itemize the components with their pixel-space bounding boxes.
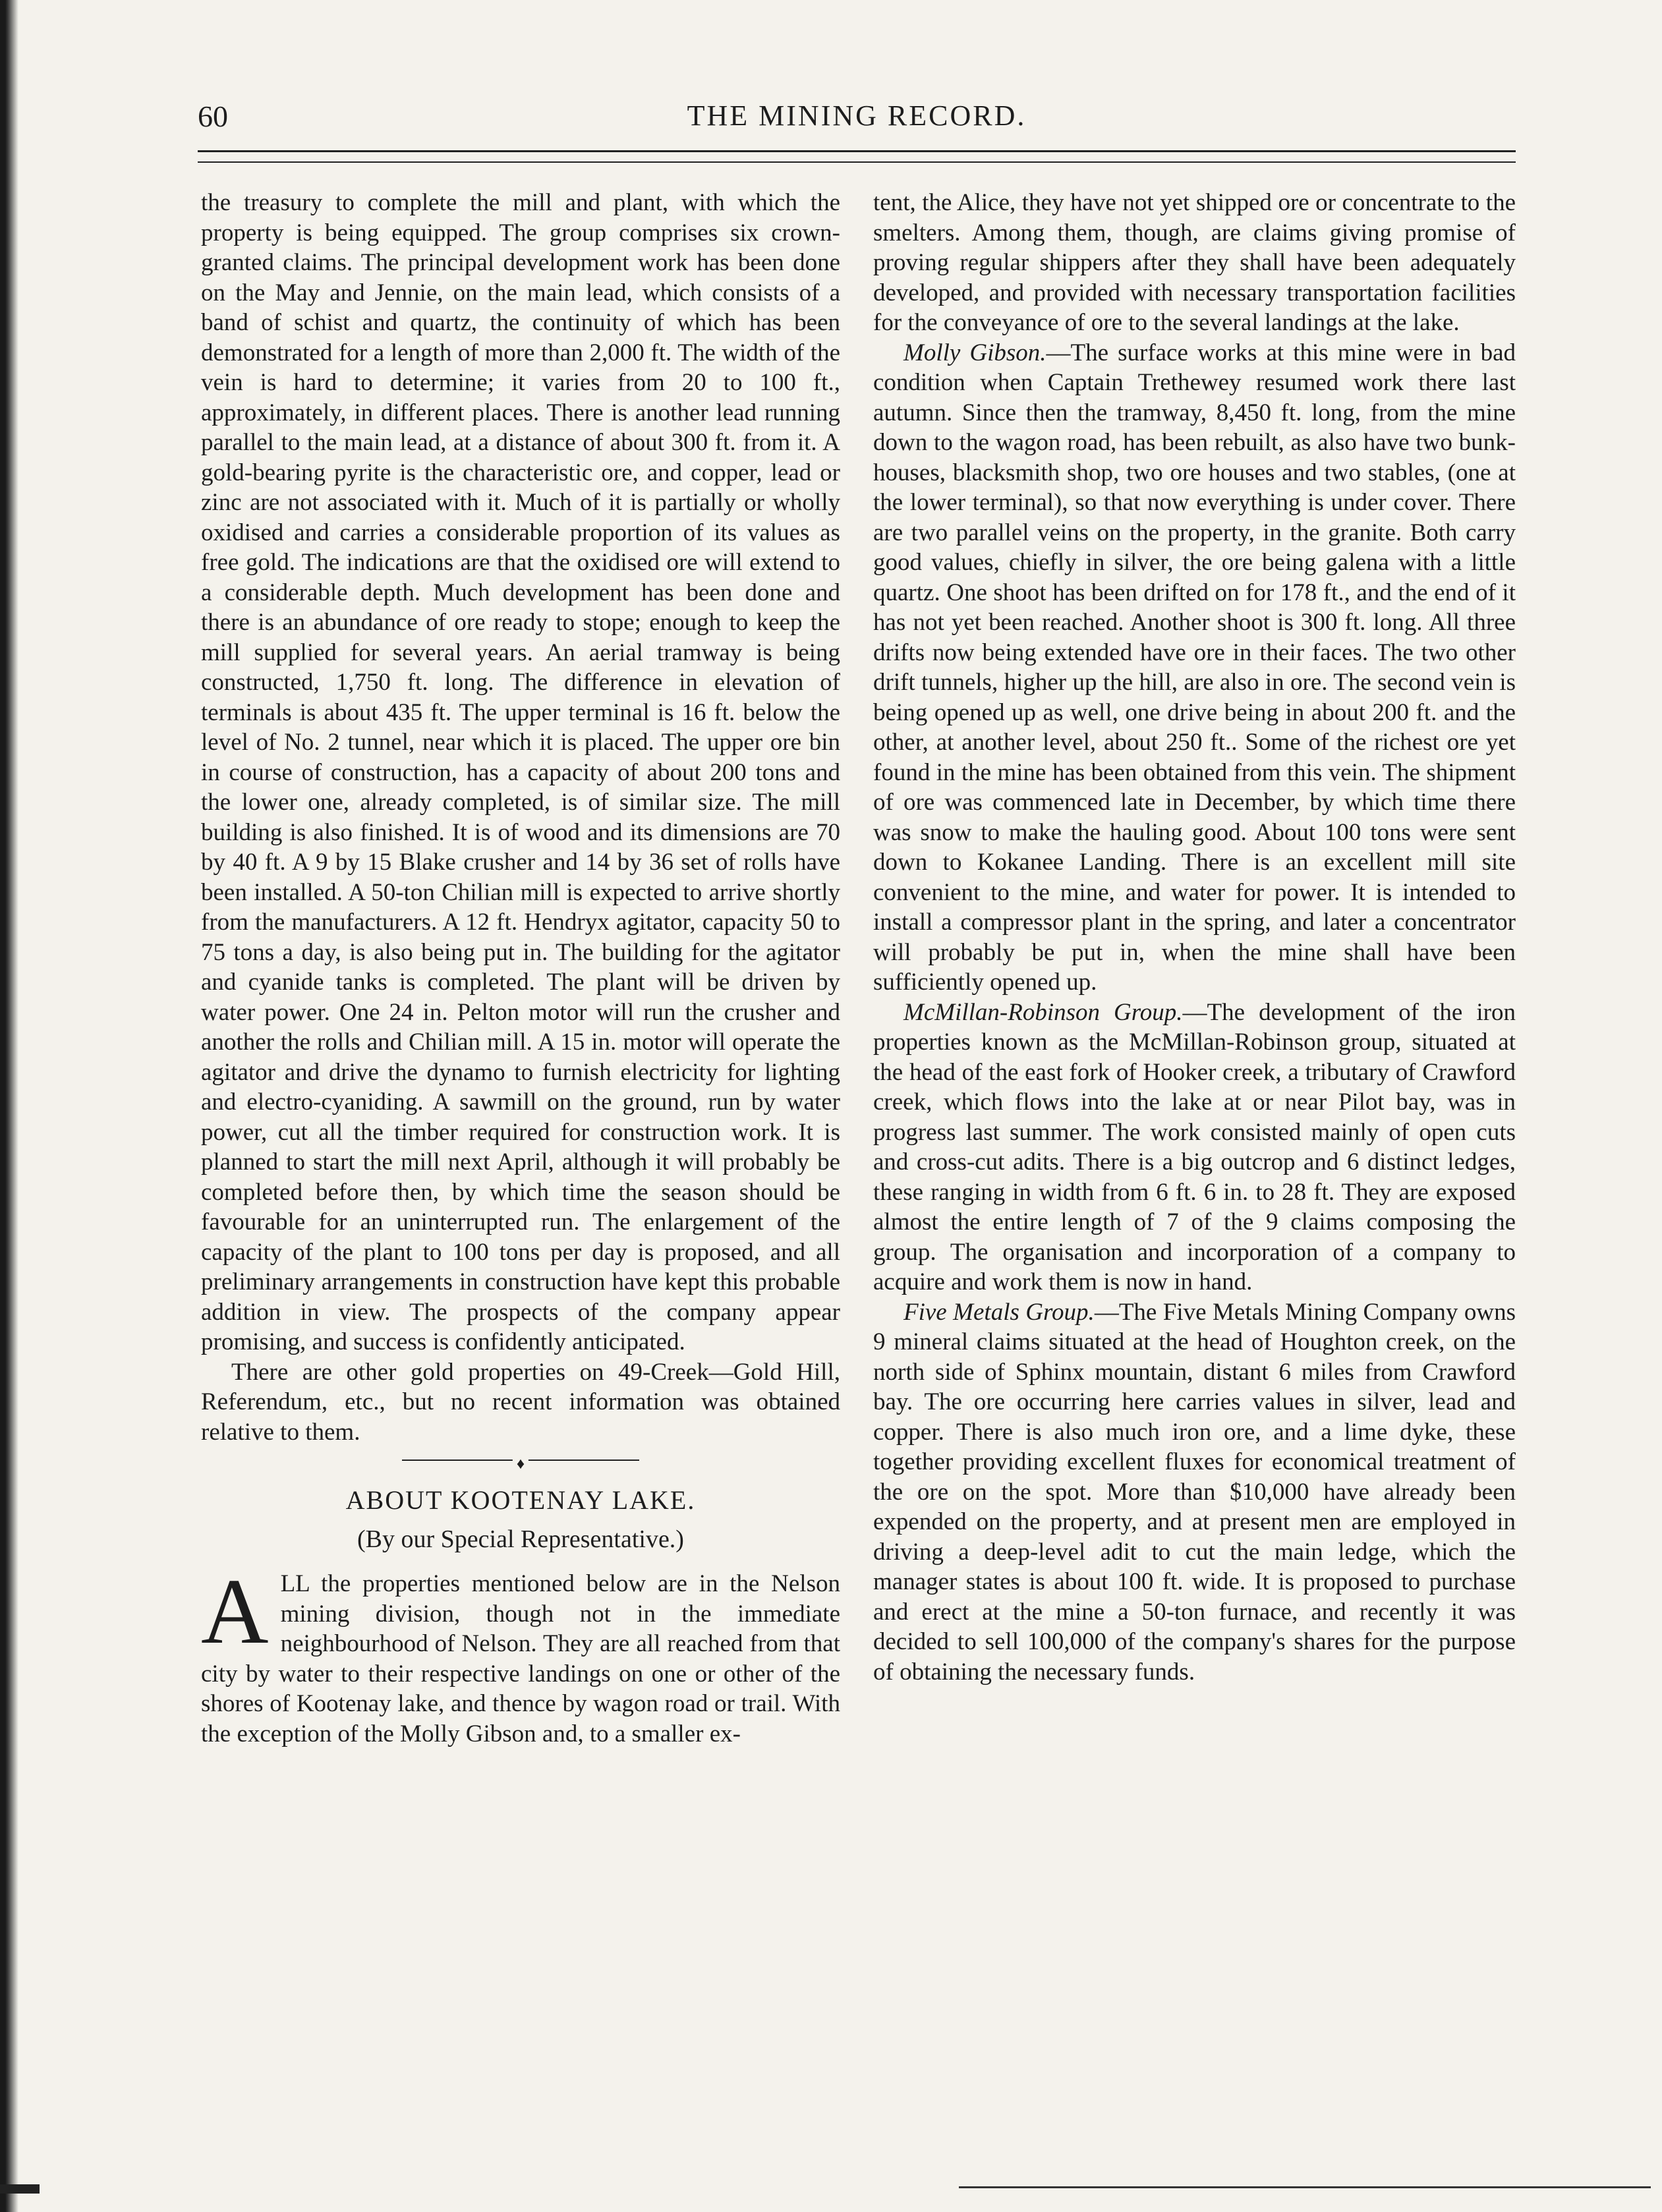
scan-edge — [0, 0, 18, 2212]
left-paragraph-3 — [201, 1559, 840, 1749]
right-paragraph-4 — [873, 1297, 1516, 1687]
bottom-rule — [959, 2186, 1651, 2188]
page-number: 60 — [198, 99, 228, 133]
right-paragraph-3 — [873, 998, 1516, 1297]
scan-corner-mark — [0, 2184, 40, 2194]
right-paragraph-4-text: —The Five Metals Mining Company owns 9 mineral claims situated at the head of Houghton creek, on the north side of Sphinx mountain, distant 6 miles from Crawford bay. The ore occurring here carries values in silver, lead and copper. There is also much iron ore, and a lime dyke, these together providing excellent fluxes for economical treatment of the ore on the spot. More than $10,000 have already been expended on the property, and at present men are employed in driving a deep-level adit to cut the main ledge, which the manager states is about 100 ft. wide. It is proposed to purchase and erect at the mine a 50-ton furnace, and recently it was decided to sell 100,000 of the company's shares for the purpose of obtaining the necessary funds. — [873, 1298, 1516, 1686]
left-paragraph-1: the treasury to complete the mill and plant, with which the property is being equipped. The group comprises six crown-granted claims. The principal development work has been done on the May and Jennie, on the main lead, which consists of a band of schist and quartz, the continuity of which has been demonstrated for a length of more than 2,000 ft. The width of the vein is hard to determine; it varies from 20 to 100 ft., approximately, in different places. There is another lead running parallel to the main lead, at a distance of about 300 ft. from it. A gold-bearing pyrite is the characteristic ore, and copper, lead or zinc are not associated with it. Much of it is partially or wholly oxidised and carries a considerable proportion of its values as free gold. The indications are that the oxidised ore will extend to a considerable depth. Much development has been done and there is an abundance of ore ready to stope; enough to keep the mill supplied for several years. An aerial tramway is being constructed, 1,750 ft. long. The difference in elevation of terminals is about 435 ft. The upper terminal is 16 ft. below the level of No. 2 tunnel, near which it is placed. The upper ore bin in course of construction, has a capacity of about 200 tons and the lower one, already completed, is of similar size. The mill building is also finished. It is of wood and its dimensions are 70 by 40 ft. A 9 by 15 Blake crusher and 14 by 36 set of rolls have been installed. A 50-ton Chilian mill is expected to arrive shortly from the manufacturers. A 12 ft. Hendryx agitator, capacity 50 to 75 tons a day, is also being put in. The building for the agitator and cyanide tanks is completed. The plant will be driven by water power. One 24 in. Pelton motor will run the crusher and another the rolls and Chilian mill. A 15 in. motor will operate the agitator and drive the dynamo to furnish electricity for lighting and electro-cyaniding. A sawmill on the ground, run by water power, cut all the timber required for construction work. It is planned to start the mill next April, although it will probably be completed before then, by which time the season should be favourable for an uninterrupted run. The enlargement of the capacity of the plant to 100 tons per day is proposed, and all preliminary arrangements in construction have kept this probable addition in view. The prospects of the company appear promising, and success is confidently anticipated. — [201, 189, 840, 1355]
right-paragraph-2 — [873, 338, 1516, 998]
byline: (By our Special Representative.) — [357, 1525, 684, 1553]
section-divider — [402, 1454, 639, 1473]
right-paragraph-2-text: —The surface works at this mine were in bad condition when Captain Trethewey resumed work there last autumn. Since then the tramway, 8,450 ft. long, from the mine down to the wagon road, has been rebuilt, as also have two bunk-houses, blacksmith shop, two ore houses and two stables, (one at the lower terminal), so that now everything is under cover. There are two parallel veins on the property, in the granite. Both carry good values, chiefly in silver, the ore being galena with a little quartz. One shoot has been drifted on for 178 ft., and the end of it has not yet been reached. Another shoot is 300 ft. long. All three drifts now being extended have ore in their faces. The two other drift tunnels, higher up the hill, are also in ore. The second vein is being opened up as well, one drive being in about 200 ft. and the other, at another level, about 250 ft.. Some of the richest ore yet found in the mine has been obtained from this vein. The shipment of ore was commenced late in December, by which time there was snow to make the hauling good. About 100 tons were sent down to Kokanee Landing. There is an excellent mill site convenient to the mine, and water for power. It is intended to install a compressor plant in the spring, and later a concentrator will probably be put in, when the mine shall have been sufficiently opened up. — [873, 339, 1516, 996]
five-metals-heading: Five Metals Group. — [903, 1298, 1095, 1326]
right-column — [873, 188, 1516, 1687]
running-title: THE MINING RECORD. — [687, 99, 1027, 132]
right-paragraph-3-text: —The development of the iron properties known as the McMillan-Robinson group, situated at the head of the east fork of Hooker creek, a tributary of Crawford creek, which flows into the lake at or near Pilot bay, was in progress last summer. The work consisted mainly of open cuts and cross-cut adits. There is a big outcrop and 6 distinct ledges, these ranging in width from 6 ft. 6 in. to 28 ft. They are exposed almost the entire length of 7 of the 9 claims composing the group. The organisation and incorporation of a company to acquire and work them is now in hand. — [873, 998, 1516, 1295]
left-paragraph-2: There are other gold properties on 49-Creek—Gold Hill, Referendum, etc., but no recent information was obtained relative to them. — [201, 1358, 840, 1446]
section-heading: ABOUT KOOTENAY LAKE. — [345, 1485, 696, 1515]
right-paragraph-1: tent, the Alice, they have not yet shipped ore or concentrate to the smelters. Among them, though, are claims giving promise of proving regular shippers after they shall have been adequately developed, and provided with necessary transportation facilities for the conveyance of ore to the several landings at the lake. — [873, 189, 1516, 336]
molly-gibson-heading: Molly Gibson. — [903, 339, 1046, 366]
mcmillan-robinson-heading: McMillan-Robinson Group. — [903, 998, 1183, 1026]
page-header — [198, 99, 1516, 145]
left-column — [201, 188, 840, 1749]
divider-ornament-icon: ♦ — [513, 1450, 529, 1480]
header-rule — [198, 150, 1516, 163]
left-paragraph-3-text: LL the properties mentioned below are in the Nelson mining division, though not in the immediate neighbourhood of Nelson. They are all reached from that city by water to their respective landings on one or other of the shores of Kootenay lake, and thence by wagon road or trail. With the exception of the Molly Gibson and, to a smaller ex- — [201, 1570, 840, 1747]
drop-cap: A — [201, 1559, 269, 1663]
